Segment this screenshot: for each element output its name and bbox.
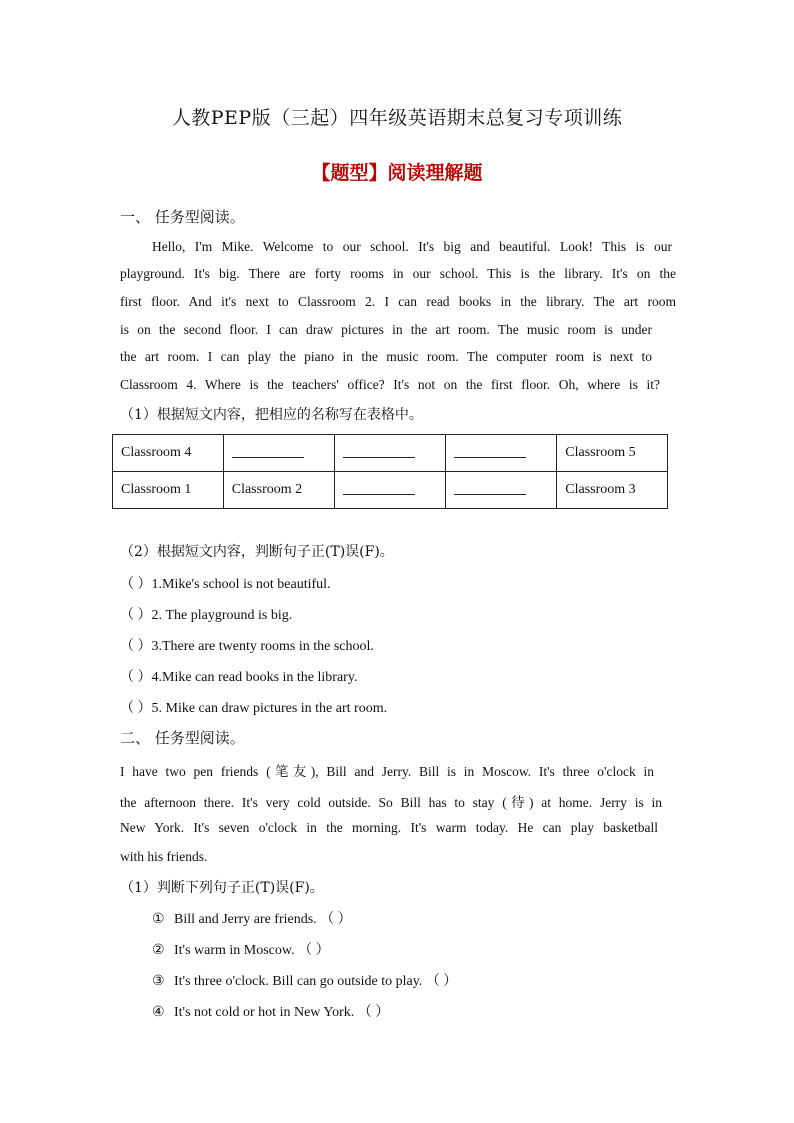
table-row — [113, 472, 668, 509]
item-number: ④ — [152, 1005, 165, 1020]
true-false-item[interactable] — [152, 1001, 389, 1021]
answer-blank-cell[interactable] — [223, 435, 334, 472]
answer-blank-cell[interactable] — [446, 472, 557, 509]
answer-blank-cell[interactable] — [334, 435, 445, 472]
answer-blank[interactable] — [454, 447, 526, 458]
classroom-table — [112, 434, 668, 509]
question-1-prompt: （1）根据短文内容，把相应的名称写在表格中。 — [120, 407, 423, 423]
answer-blank-cell[interactable] — [334, 472, 445, 509]
answer-blank[interactable] — [343, 484, 415, 495]
question-1-prompt: （1）判断下列句子正(T)误(F)。 — [120, 880, 324, 896]
passage-2-line: the afternoon there. It's very cold outside. So Bill has to stay (待) at home. Jerry is in — [120, 795, 662, 810]
item-text: It's warm in Moscow. （ ） — [174, 943, 330, 958]
item-number: ③ — [152, 974, 165, 989]
table-cell: Classroom 2 — [223, 472, 334, 509]
passage-1-line: first floor. And it's next to Classroom 2. I can read books in the library. The art room — [120, 294, 676, 309]
answer-blank[interactable] — [454, 484, 526, 495]
passage-1-line: playground. It's big. There are forty rooms in our school. This is the library. It's on the — [120, 266, 676, 281]
section-2-heading: 二、 任务型阅读。 — [120, 729, 245, 747]
section-1-heading: 一、 任务型阅读。 — [120, 208, 245, 226]
answer-blank[interactable] — [232, 447, 304, 458]
item-text: It's not cold or hot in New York. （ ） — [174, 1005, 390, 1020]
table-cell: Classroom 1 — [113, 472, 224, 509]
question-type-heading: 【题型】阅读理解题 — [311, 162, 483, 184]
true-false-item[interactable]: （ ）1.Mike's school is not beautiful. — [120, 577, 331, 592]
true-false-item[interactable] — [152, 908, 352, 928]
true-false-item[interactable]: （ ）3.There are twenty rooms in the school. — [120, 639, 374, 654]
passage-1-line: is on the second floor. I can draw pictures in the art room. The music room is under — [120, 322, 652, 337]
passage-1-line: Hello, I'm Mike. Welcome to our school. It's big and beautiful. Look! This is our — [152, 239, 672, 254]
true-false-item[interactable]: （ ）2. The playground is big. — [120, 608, 293, 623]
passage-2-line: with his friends. — [120, 849, 208, 864]
true-false-item[interactable]: （ ）4.Mike can read books in the library. — [120, 670, 358, 685]
true-false-item[interactable] — [152, 939, 330, 959]
question-2-prompt: （2）根据短文内容，判断句子正(T)误(F)。 — [120, 544, 394, 560]
item-text: It's three o'clock. Bill can go outside to play. （ ） — [174, 974, 458, 989]
true-false-item[interactable] — [152, 970, 457, 990]
page-title: 人教PEP版（三起）四年级英语期末总复习专项训练 — [171, 107, 623, 129]
passage-1-line: the art room. I can play the piano in the music room. The computer room is next to — [120, 349, 652, 364]
table-cell: Classroom 3 — [557, 472, 668, 509]
table-cell: Classroom 5 — [557, 435, 668, 472]
true-false-item[interactable]: （ ）5. Mike can draw pictures in the art room. — [120, 701, 388, 716]
answer-blank-cell[interactable] — [446, 435, 557, 472]
item-number: ② — [152, 943, 165, 958]
table-row — [113, 435, 668, 472]
passage-2-line: I have two pen friends (笔友), Bill and Jerry. Bill is in Moscow. It's three o'clock in — [120, 764, 654, 779]
passage-2-line: New York. It's seven o'clock in the morning. It's warm today. He can play basketball — [120, 820, 658, 835]
item-text: Bill and Jerry are friends. （ ） — [174, 912, 352, 927]
table-cell: Classroom 4 — [113, 435, 224, 472]
answer-blank[interactable] — [343, 447, 415, 458]
item-number: ① — [152, 912, 165, 927]
passage-1-line: Classroom 4. Where is the teachers' office? It's not on the first floor. Oh, where is it? — [120, 377, 660, 392]
